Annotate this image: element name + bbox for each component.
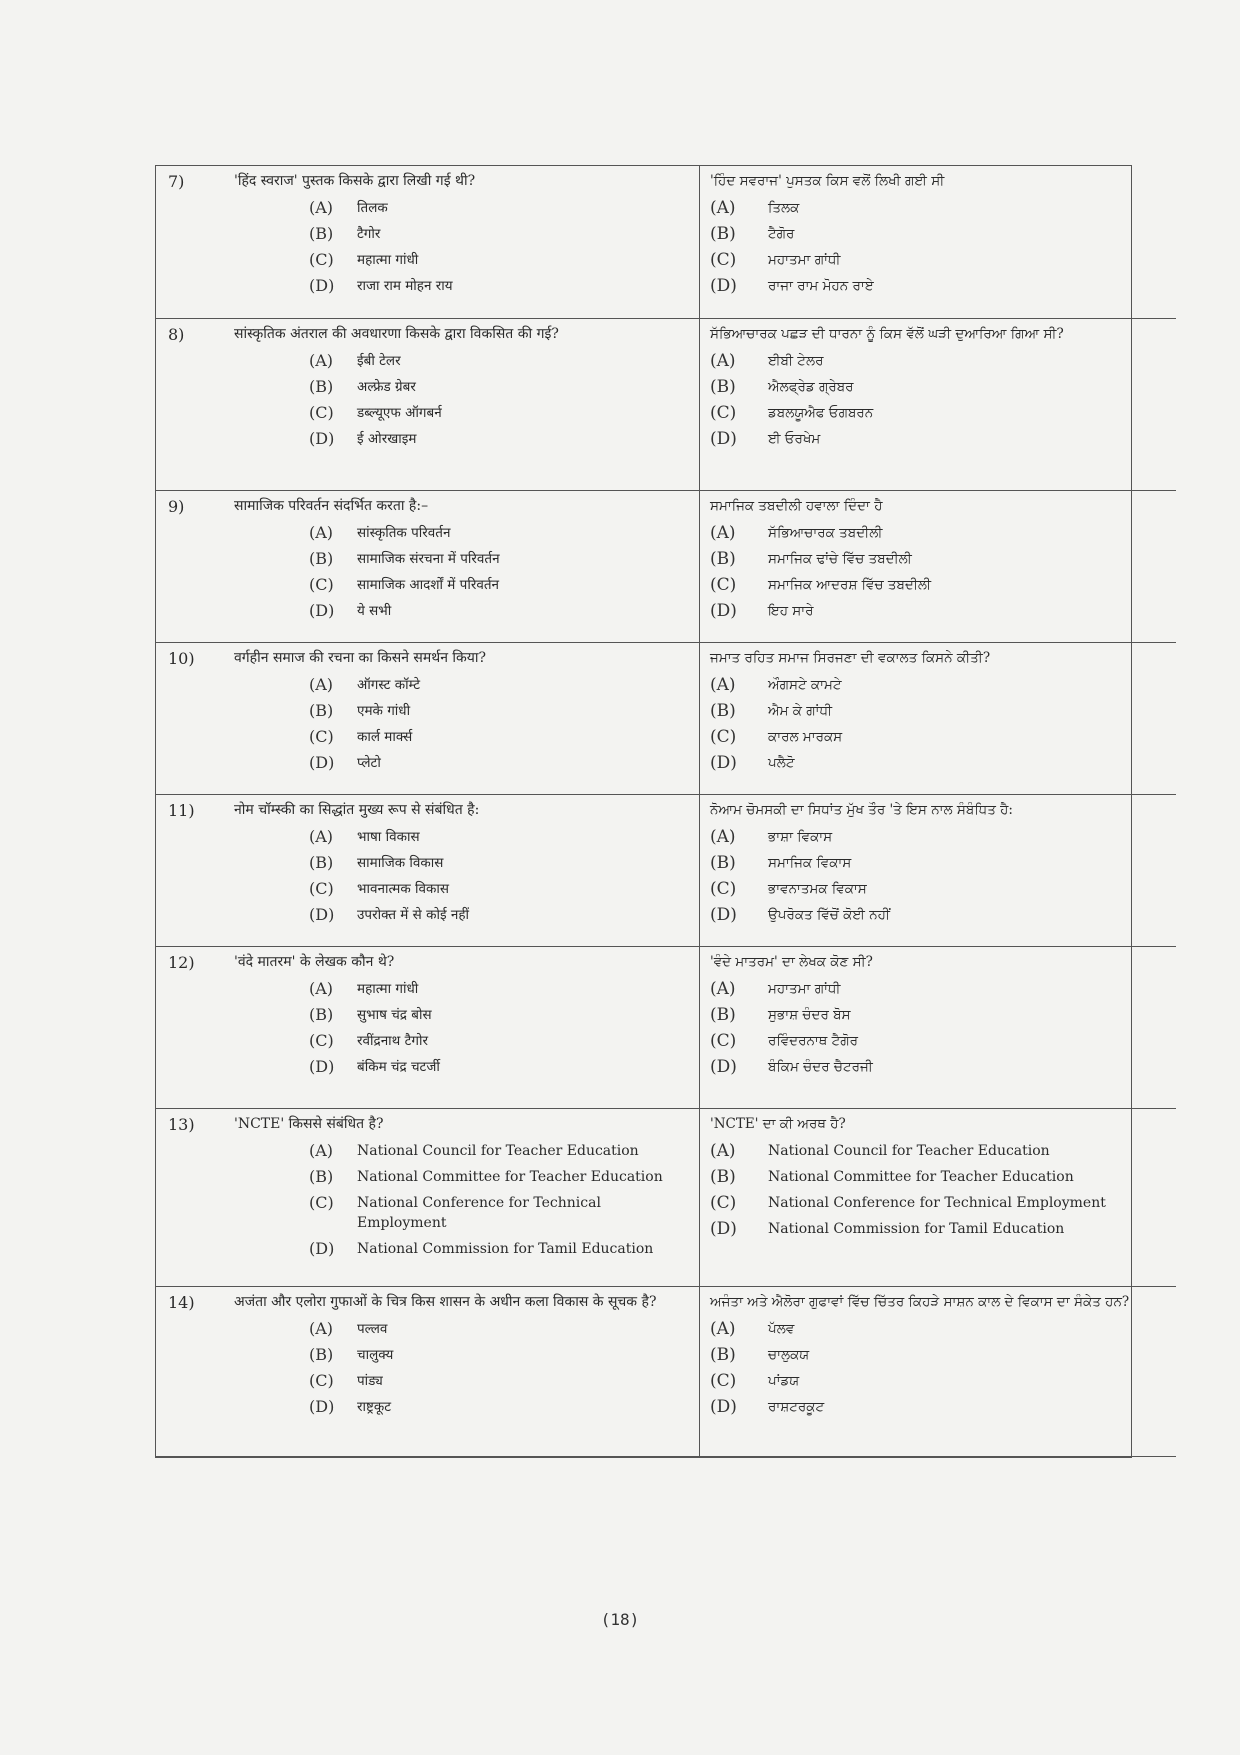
punjabi-option xyxy=(710,1057,1168,1077)
punjabi-option xyxy=(710,1371,1168,1391)
option-text: ਰਾਸ਼ਟਰਕੂਟ xyxy=(768,1398,825,1415)
punjabi-option xyxy=(710,1193,1168,1213)
option-text: ਪਾਂਡਯ xyxy=(768,1372,800,1389)
questions-grid xyxy=(156,166,1176,1457)
hindi-option xyxy=(309,727,689,747)
option-text: रवींद्रनाथ टैगोर xyxy=(357,1032,429,1049)
option-label: (D) xyxy=(710,1056,737,1077)
punjabi-column xyxy=(700,1108,1177,1286)
option-text: राष्ट्रकूट xyxy=(357,1398,392,1415)
question-number: 7) xyxy=(168,172,185,191)
option-label: (B) xyxy=(309,852,334,872)
question-row xyxy=(156,794,1176,946)
option-text: National Council for Teacher Education xyxy=(768,1142,1050,1159)
option-text: ਈਬੀ ਟੇਲਰ xyxy=(768,352,824,369)
hindi-option xyxy=(309,905,689,925)
hindi-column xyxy=(230,946,700,1108)
option-text: ਚਾਲੁਕਯ xyxy=(768,1346,810,1363)
hindi-option xyxy=(309,753,689,773)
option-label: (D) xyxy=(309,428,335,448)
option-label: (B) xyxy=(309,1004,334,1024)
punjabi-option xyxy=(710,675,1168,695)
option-label: (A) xyxy=(309,978,334,998)
option-label: (B) xyxy=(309,1344,334,1364)
option-text: सामाजिक विकास xyxy=(357,854,444,871)
punjabi-option xyxy=(710,351,1168,371)
option-label: (A) xyxy=(309,674,334,694)
option-label: (C) xyxy=(309,574,334,594)
hindi-option xyxy=(309,701,689,721)
option-text: ईबी टेलर xyxy=(357,352,401,369)
punjabi-option xyxy=(710,1167,1168,1187)
hindi-column xyxy=(230,1108,700,1286)
option-text: बंकिम चंद्र चटर्जी xyxy=(357,1058,440,1075)
option-text: ਸਮਾਜਿਕ ਵਿਕਾਸ xyxy=(768,854,852,871)
option-text: National Conference for Technical Employment xyxy=(768,1194,1106,1211)
punjabi-option xyxy=(710,377,1168,397)
option-label: (C) xyxy=(309,1192,334,1212)
option-text: ਐਮ ਕੇ ਗਾਂਧੀ xyxy=(768,702,833,719)
option-label: (B) xyxy=(710,1166,736,1187)
option-text: National Committee for Teacher Education xyxy=(357,1168,663,1185)
option-text: टैगोर xyxy=(357,226,381,242)
hindi-option xyxy=(309,523,689,543)
option-label: (C) xyxy=(309,1370,334,1390)
hindi-option xyxy=(309,549,689,569)
option-label: (A) xyxy=(710,826,736,847)
option-text: महात्मा गांधी xyxy=(357,252,419,268)
option-label: (D) xyxy=(309,752,335,772)
punjabi-question-text: 'NCTE' ਦਾ ਕੀ ਅਰਥ ਹੈ? xyxy=(710,1115,846,1132)
option-label: (D) xyxy=(309,600,335,620)
option-label: (B) xyxy=(309,700,334,720)
hindi-option xyxy=(309,224,689,244)
hindi-option xyxy=(309,429,689,449)
option-text: ਉਪਰੋਕਤ ਵਿੱਚੋਂ ਕੋਈ ਨਹੀਂ xyxy=(768,906,890,923)
option-label: (D) xyxy=(710,1396,737,1417)
punjabi-question-text: 'ਹਿੰਦ ਸਵਰਾਜ' ਪੁਸਤਕ ਕਿਸ ਵਲੋਂ ਲਿਖੀ ਗਈ ਸੀ xyxy=(710,173,945,189)
punjabi-option xyxy=(710,853,1168,873)
option-text: पांड्य xyxy=(357,1372,383,1389)
option-text: ਸੱਭਿਆਚਾਰਕ ਤਬਦੀਲੀ xyxy=(768,524,883,541)
option-text: पल्लव xyxy=(357,1320,388,1337)
option-text: National Commission for Tamil Education xyxy=(357,1240,654,1257)
hindi-option xyxy=(309,1239,689,1259)
hindi-option xyxy=(309,276,689,296)
punjabi-option xyxy=(710,1397,1168,1417)
option-text: भाषा विकास xyxy=(357,828,420,845)
hindi-option xyxy=(309,675,689,695)
option-label: (A) xyxy=(309,1318,334,1338)
punjabi-option xyxy=(710,429,1168,449)
question-number: 10) xyxy=(168,648,195,668)
punjabi-column xyxy=(700,166,1177,318)
punjabi-column xyxy=(700,318,1177,490)
option-text: ਸਮਾਜਿਕ ਢਾਂਚੇ ਵਿੱਚ ਤਬਦੀਲੀ xyxy=(768,550,912,567)
punjabi-column xyxy=(700,642,1177,794)
option-text: ਸਮਾਜਿਕ ਆਦਰਸ਼ ਵਿੱਚ ਤਬਦੀਲੀ xyxy=(768,576,932,593)
punjabi-option xyxy=(710,879,1168,899)
option-text: ਐਲਫ੍ਰੇਡ ਗ੍ਰੇਬਰ xyxy=(768,378,854,395)
option-label: (D) xyxy=(309,904,335,924)
option-label: (D) xyxy=(710,428,737,449)
option-label: (C) xyxy=(309,402,334,422)
option-text: तिलक xyxy=(357,200,388,216)
punjabi-option xyxy=(710,1141,1168,1161)
option-label: (C) xyxy=(710,402,737,423)
option-label: (C) xyxy=(309,250,334,269)
hindi-question-text: नोम चॉम्स्की का सिद्धांत मुख्य रूप से संबंधित है: xyxy=(234,801,480,818)
hindi-option xyxy=(309,351,689,371)
option-label: (A) xyxy=(710,978,736,999)
hindi-question-text: 'हिंद स्वराज' पुस्तक किसके द्वारा लिखी गई थी? xyxy=(234,173,476,189)
punjabi-option xyxy=(710,1219,1168,1239)
punjabi-option xyxy=(710,250,1168,270)
punjabi-option xyxy=(710,827,1168,847)
hindi-option xyxy=(309,853,689,873)
option-text: भावनात्मक विकास xyxy=(357,880,450,897)
question-number: 13) xyxy=(168,1114,195,1134)
option-label: (C) xyxy=(309,878,334,898)
punjabi-option xyxy=(710,727,1168,747)
punjabi-column xyxy=(700,1286,1177,1456)
punjabi-column xyxy=(700,794,1177,946)
option-text: सुभाष चंद्र बोस xyxy=(357,1006,432,1023)
option-text: ई ओरखाइम xyxy=(357,430,417,447)
option-label: (B) xyxy=(710,1344,736,1365)
option-label: (D) xyxy=(710,1218,737,1239)
punjabi-column xyxy=(700,490,1177,642)
hindi-option xyxy=(309,1057,689,1077)
punjabi-question-text: ਨੋਆਮ ਚੋਮਸਕੀ ਦਾ ਸਿਧਾਂਤ ਮੁੱਖ ਤੌਰ 'ਤੇ ਇਸ ਨਾਲ ਸੰਬੰਧਿਤ ਹੈ: xyxy=(710,801,1013,818)
option-text: ਭਾਵਨਾਤਮਕ ਵਿਕਾਸ xyxy=(768,880,867,897)
option-text: ਬੰਕਿਮ ਚੰਦਰ ਚੈਟਰਜੀ xyxy=(768,1058,873,1075)
question-row xyxy=(156,642,1176,794)
question-row xyxy=(156,318,1176,490)
option-text: कार्ल मार्क्स xyxy=(357,728,413,745)
option-text: ਔਗਸਟੇ ਕਾਮਟੇ xyxy=(768,676,842,693)
option-text: चालुक्य xyxy=(357,1346,394,1363)
hindi-option xyxy=(309,403,689,423)
option-text: National Council for Teacher Education xyxy=(357,1142,639,1159)
option-text: ਸੁਭਾਸ਼ ਚੰਦਰ ਬੋਸ xyxy=(768,1006,851,1023)
hindi-column xyxy=(230,1286,700,1456)
option-text: अल्फ्रेड ग्रेबर xyxy=(357,378,416,395)
option-text: ਡਬਲਯੂਐਫ ਓਗਬਰਨ xyxy=(768,404,874,421)
option-label: (C) xyxy=(309,726,334,746)
hindi-question-text: सांस्कृतिक अंतराल की अवधारणा किसके द्वारा विकसित की गई? xyxy=(234,325,559,342)
option-text: ऑगस्ट कॉम्टे xyxy=(357,676,421,693)
punjabi-option xyxy=(710,753,1168,773)
option-label: (C) xyxy=(710,1370,737,1391)
page-number: (18) xyxy=(600,1610,640,1629)
hindi-column xyxy=(230,166,700,318)
hindi-question-text: 'वंदे मातरम' के लेखक कौन थे? xyxy=(234,953,395,970)
option-label: (D) xyxy=(309,276,335,295)
option-text: सामाजिक संरचना में परिवर्तन xyxy=(357,550,500,567)
hindi-option xyxy=(309,827,689,847)
punjabi-option xyxy=(710,575,1168,595)
punjabi-question-text: ਜਮਾਤ ਰਹਿਤ ਸਮਾਜ ਸਿਰਜਣਾ ਦੀ ਵਕਾਲਤ ਕਿਸਨੇ ਕੀਤੀ? xyxy=(710,649,991,666)
option-label: (B) xyxy=(710,224,736,244)
option-text: प्लेटो xyxy=(357,754,381,771)
option-label: (A) xyxy=(710,198,736,218)
hindi-option xyxy=(309,601,689,621)
option-label: (A) xyxy=(309,198,334,217)
punjabi-option xyxy=(710,979,1168,999)
question-row xyxy=(156,490,1176,642)
option-label: (D) xyxy=(309,1396,335,1416)
option-label: (C) xyxy=(710,878,737,899)
hindi-column xyxy=(230,490,700,642)
option-text: महात्मा गांधी xyxy=(357,980,419,997)
option-text: ਰਾਜਾ ਰਾਮ ਮੋਹਨ ਰਾਏ xyxy=(768,278,874,294)
hindi-question-text: सामाजिक परिवर्तन संदर्भित करता है:– xyxy=(234,497,429,514)
option-text: ਰਵਿੰਦਰਨਾਥ ਟੈਗੋਰ xyxy=(768,1032,859,1049)
punjabi-option xyxy=(710,403,1168,423)
option-text: ਪੱਲਵ xyxy=(768,1320,795,1337)
punjabi-option xyxy=(710,701,1168,721)
hindi-option xyxy=(309,198,689,218)
punjabi-option xyxy=(710,523,1168,543)
punjabi-question-text: ਸਮਾਜਿਕ ਤਬਦੀਲੀ ਹਵਾਲਾ ਦਿੰਦਾ ਹੈ xyxy=(710,497,883,514)
option-text: ਟੈਗੋਰ xyxy=(768,226,795,242)
hindi-option xyxy=(309,575,689,595)
option-text: ਭਾਸ਼ਾ ਵਿਕਾਸ xyxy=(768,828,833,845)
option-text: सांस्कृतिक परिवर्तन xyxy=(357,524,451,541)
option-label: (D) xyxy=(710,904,737,925)
option-text: ਪਲੈਟੋ xyxy=(768,754,795,771)
option-label: (A) xyxy=(309,1140,334,1160)
punjabi-column xyxy=(700,946,1177,1108)
hindi-question-text: अजंता और एलोरा गुफाओं के चित्र किस शासन के अधीन कला विकास के सूचक है? xyxy=(234,1293,657,1310)
question-number: 12) xyxy=(168,952,195,972)
option-text: ਤਿਲਕ xyxy=(768,200,800,216)
option-label: (A) xyxy=(710,522,736,543)
punjabi-option xyxy=(710,1319,1168,1339)
punjabi-option xyxy=(710,549,1168,569)
hindi-question-text: 'NCTE' किससे संबंधित है? xyxy=(234,1115,384,1132)
punjabi-option xyxy=(710,276,1168,296)
hindi-option xyxy=(309,1345,689,1365)
option-label: (A) xyxy=(710,674,736,695)
option-label: (A) xyxy=(710,1318,736,1339)
option-label: (D) xyxy=(710,276,737,296)
option-text: National Conference for Technical Employment xyxy=(357,1194,601,1231)
option-label: (C) xyxy=(710,1192,737,1213)
option-label: (D) xyxy=(710,752,737,773)
hindi-column xyxy=(230,642,700,794)
option-label: (B) xyxy=(710,852,736,873)
hindi-option xyxy=(309,1005,689,1025)
option-label: (C) xyxy=(710,726,737,747)
question-number: 14) xyxy=(168,1292,195,1312)
question-row xyxy=(156,166,1176,318)
option-label: (B) xyxy=(309,224,334,243)
question-row xyxy=(156,1108,1176,1286)
punjabi-option xyxy=(710,1005,1168,1025)
hindi-option xyxy=(309,1031,689,1051)
option-label: (C) xyxy=(710,250,737,270)
option-label: (A) xyxy=(710,1140,736,1161)
question-row xyxy=(156,1286,1176,1456)
option-label: (B) xyxy=(710,1004,736,1025)
option-label: (A) xyxy=(309,522,334,542)
question-number: 11) xyxy=(168,800,195,820)
hindi-option xyxy=(309,1141,689,1161)
hindi-option xyxy=(309,1397,689,1417)
hindi-column xyxy=(230,318,700,490)
punjabi-question-text: 'ਵੰਦੇ ਮਾਤਰਮ' ਦਾ ਲੇਖਕ ਕੋਣ ਸੀ? xyxy=(710,953,873,970)
option-label: (B) xyxy=(710,376,736,397)
hindi-option xyxy=(309,879,689,899)
punjabi-option xyxy=(710,1031,1168,1051)
option-text: National Committee for Teacher Education xyxy=(768,1168,1074,1185)
hindi-column xyxy=(230,794,700,946)
punjabi-option xyxy=(710,224,1168,244)
option-text: National Commission for Tamil Education xyxy=(768,1220,1065,1237)
option-text: ਕਾਰਲ ਮਾਰਕਸ xyxy=(768,728,843,745)
punjabi-option xyxy=(710,198,1168,218)
questions-body xyxy=(156,166,1176,1456)
hindi-option xyxy=(309,1193,689,1233)
question-number: 8) xyxy=(168,324,185,344)
option-text: एमके गांधी xyxy=(357,702,411,719)
punjabi-question-text: ਸੱਭਿਆਚਾਰਕ ਪਛੜ ਦੀ ਧਾਰਨਾ ਨੂੰ ਕਿਸ ਵੱਲੋਂ ਘੜੀ ਦੁਆਰਿਆ ਗਿਆ ਸੀ? xyxy=(710,325,1064,342)
option-text: ਇਹ ਸਾਰੇ xyxy=(768,602,814,619)
hindi-option xyxy=(309,979,689,999)
option-label: (A) xyxy=(309,826,334,846)
option-text: डब्ल्यूएफ ऑगबर्न xyxy=(357,404,442,421)
hindi-option xyxy=(309,377,689,397)
punjabi-option xyxy=(710,601,1168,621)
option-text: ਮਹਾਤਮਾ ਗਾਂਧੀ xyxy=(768,252,841,268)
option-label: (A) xyxy=(710,350,736,371)
option-label: (D) xyxy=(309,1056,335,1076)
option-text: ਮਹਾਤਮਾ ਗਾਂਧੀ xyxy=(768,980,841,997)
option-label: (B) xyxy=(309,1166,334,1186)
punjabi-option xyxy=(710,905,1168,925)
question-row xyxy=(156,946,1176,1108)
option-text: राजा राम मोहन राय xyxy=(357,278,453,294)
question-table xyxy=(155,165,1132,1458)
hindi-option xyxy=(309,1167,689,1187)
hindi-question-text: वर्गहीन समाज की रचना का किसने समर्थन किया? xyxy=(234,649,487,666)
option-label: (B) xyxy=(710,700,736,721)
hindi-option xyxy=(309,1319,689,1339)
option-label: (D) xyxy=(710,600,737,621)
option-label: (D) xyxy=(309,1238,335,1258)
option-label: (B) xyxy=(710,548,736,569)
hindi-option xyxy=(309,250,689,270)
option-text: उपरोक्त में से कोई नहीं xyxy=(357,906,470,923)
option-label: (C) xyxy=(710,1030,737,1051)
punjabi-question-text: ਅਜੰਤਾ ਅਤੇ ਐਲੋਰਾ ਗੁਫਾਵਾਂ ਵਿੱਚ ਚਿੱਤਰ ਕਿਹੜੇ ਸਾਸ਼ਨ ਕਾਲ ਦੇ ਵਿਕਾਸ ਦਾ ਸੰਕੇਤ ਹਨ? xyxy=(710,1293,1130,1310)
hindi-option xyxy=(309,1371,689,1391)
option-text: ये सभी xyxy=(357,602,392,619)
option-label: (B) xyxy=(309,376,334,396)
punjabi-option xyxy=(710,1345,1168,1365)
question-number: 9) xyxy=(168,496,185,516)
option-label: (A) xyxy=(309,350,334,370)
option-text: ਈ ਓਰਖੇਮ xyxy=(768,430,821,447)
option-label: (C) xyxy=(710,574,737,595)
option-label: (B) xyxy=(309,548,334,568)
option-label: (C) xyxy=(309,1030,334,1050)
option-text: सामाजिक आदर्शों में परिवर्तन xyxy=(357,576,500,593)
